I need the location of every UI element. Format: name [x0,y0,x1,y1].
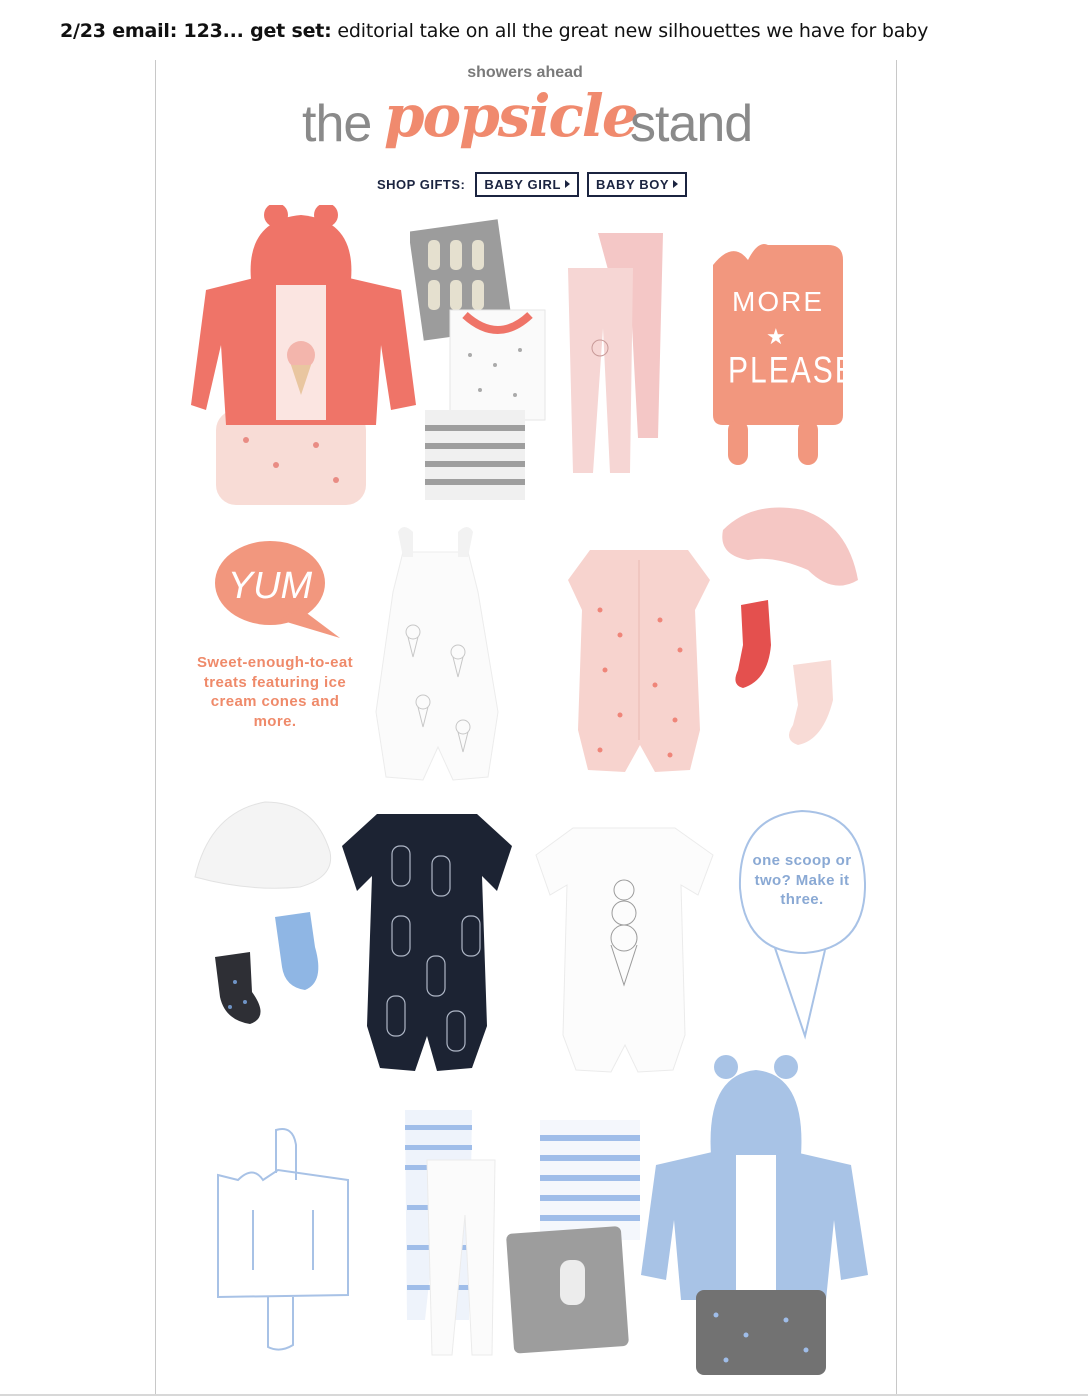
shop-gifts-row [377,171,687,197]
product-pink-pants-pair[interactable] [558,228,673,478]
email-frame-left-border [155,60,156,1396]
shop-baby-boy-button[interactable] [587,172,687,197]
scoop-bubble-graphic [735,808,869,1042]
product-navy-popsicle-romper[interactable] [337,806,517,1074]
popsicle-sign-please: PLEASE [728,349,857,391]
product-pink-hat-and-socks[interactable] [713,500,873,750]
product-coral-hoodie-outfit[interactable] [186,205,418,510]
star-icon: ★ [766,324,786,349]
popsicle-sign-more: MORE [732,286,824,317]
product-white-cone-romper[interactable] [368,522,503,784]
shop-baby-girl-button[interactable] [475,172,579,197]
baby-boy-label: BABY BOY [596,176,670,192]
scoop-bubble-text: one scoop or two? Make it three. [752,852,852,908]
caption-description: editorial take on all the great new silhouettes we have for baby [331,20,929,42]
yum-text: YUM [227,565,313,607]
baby-girl-label: BABY GIRL [484,176,561,192]
yum-speech-bubble [210,538,345,642]
popsicle-outline-icon [208,1125,353,1353]
product-white-scoop-romper[interactable] [533,820,715,1075]
headline-the: the [302,95,372,153]
product-blue-hoodie-outfit[interactable] [636,1055,872,1380]
email-caption [60,20,928,42]
shop-gifts-label: SHOP GIFTS: [377,176,466,192]
product-pink-dot-romper[interactable] [560,540,718,780]
product-bodysuit-stack[interactable] [410,215,552,510]
email-eyebrow: showers ahead [467,64,583,81]
headline-popsicle-script: popsicle [384,82,637,150]
email-headline [300,82,760,168]
product-white-hat-and-dark-socks[interactable] [190,792,350,1037]
product-stripe-and-gray-bodysuits[interactable] [505,1115,647,1355]
promo-description: Sweet-enough-to-eat treats featuring ice cream cones and more. [197,654,353,730]
product-blue-stripe-pants-pair[interactable] [397,1105,502,1360]
play-triangle-icon [565,180,570,188]
caption-bold: 2/23 email: 123... get set: [60,20,332,42]
email-frame-right-border [896,60,897,1396]
play-triangle-icon [673,180,678,188]
headline-stand: stand [630,95,753,153]
